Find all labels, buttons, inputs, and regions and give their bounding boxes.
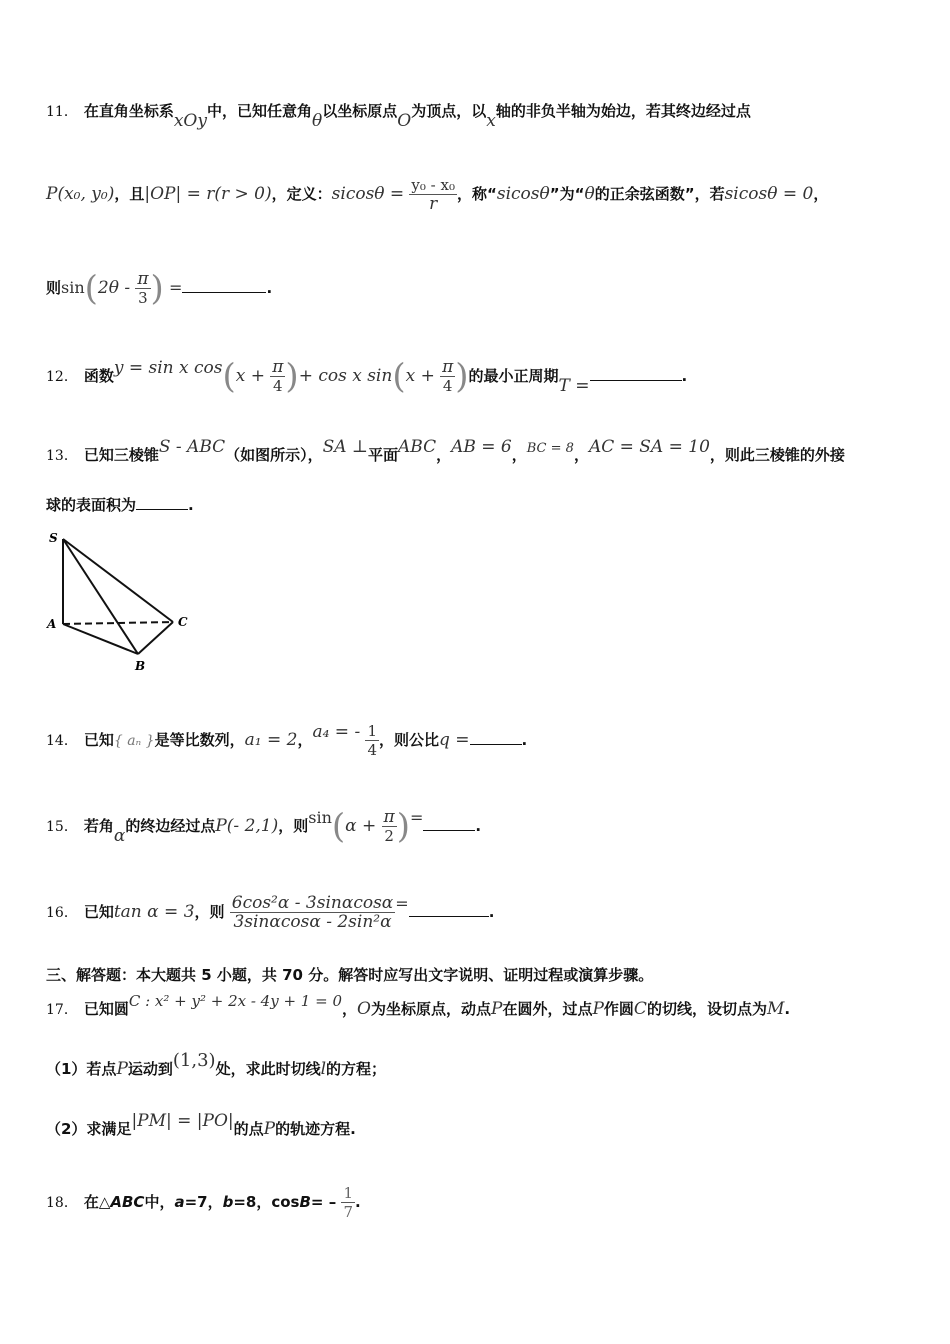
q13-line2: 球的表面积为 . [46,496,194,514]
q11-line1: 11． 在直角坐标系xOy中，已知任意角θ以坐标原点O为顶点，以x轴的非负半轴为始边，若其终边经过点 [46,102,751,131]
q14-one-quarter: $\frac{1}{4}$ [367,722,377,759]
q17-line: 17． 已知圆C : x² + y² + 2x - 4y + 1 = 0，O为坐标原点，动点P在圆外，过点P作圆C的切线，设切点为M. [46,992,791,1019]
q12-answer-blank[interactable] [590,366,682,381]
q16-answer-blank[interactable] [409,902,489,917]
q11-line2: P(x₀, y₀)，且|OP| = r(r > 0)，定义：sicosθ = $\frac{\text{y₀ - x₀}}{r}$ ，称“sicosθ”为“θ的正余弦函数”，若sicosθ = 0， [46,176,829,214]
q11-definition-fraction: $\frac{\text{y₀ - x₀}}{r}$ [411,176,455,214]
q13-answer-blank[interactable] [136,495,188,510]
q12-line: 12． 函数y = sin x cos(x + $\frac{\pi}{4}$ )+ cos x sin(x + $\frac{\pi}{4}$ )的最小正周期T = . [46,356,688,397]
q13-line1: 13． 已知三棱锥S - ABC（如图所示），SA ⊥平面ABC，AB = 6，BC = 8，AC = SA = 10，则此三棱锥的外接 [46,437,845,464]
q15-pi-over-2: $\frac{\pi}{2}$ [383,807,395,845]
pyramid-figure [40,528,200,678]
q12-pi-over-4-a: $\frac{\pi}{4}$ [272,357,284,395]
q15-answer-blank[interactable] [423,816,475,831]
q18-one-seventh: $\frac{1}{7}$ [343,1184,353,1221]
vertex-label-B: B [135,659,146,673]
q11-pi-over-3: $\frac{\pi}{3}$ [137,269,149,307]
q16-line: 16． 已知tan α = 3，则 $\frac{\text{6cos²α - 3sinαcosα}}{\text{3sinαcosα - 2sin²α}}$ = . [46,893,495,932]
q14-answer-blank[interactable] [470,730,522,745]
q12-pi-over-4-b: $\frac{\pi}{4}$ [442,357,454,395]
section-heading: 三、解答题：本大题共 5 小题，共 70 分。解答时应写出文字说明、证明过程或演算步骤。 [46,966,654,984]
vertex-label-C: C [178,615,188,629]
vertex-label-S: S [49,531,58,545]
q15-line: 15． 若角α的终边经过点P(- 2,1)，则sin(α + $\frac{\pi}{2}$ )= . [46,806,482,847]
q17-part1: （1）若点P运动到(1,3)处，求此时切线l的方程； [46,1050,387,1079]
q18-line: 18． 在△ABC中，a=7，b=8，cosB= – $\frac{1}{7}$ . [46,1184,361,1221]
q17-part2: （2）求满足|PM| = |PO|的点P的轨迹方程. [46,1111,356,1139]
q14-line: 14． 已知{ aₙ }是等比数列，a₁ = 2，a₄ = - $\frac{1}{4}$ ，则公比q = . [46,722,528,759]
q11-answer-blank[interactable] [182,278,266,293]
vertex-label-A: A [47,617,57,631]
q11-line3: 则sin(2θ - $\frac{\pi}{3}$ ) = . [46,268,273,309]
q16-expression-fraction: $\frac{\text{6cos²α - 3sinαcosα}}{\text{3sinαcosα - 2sin²α}}$ [231,893,394,932]
